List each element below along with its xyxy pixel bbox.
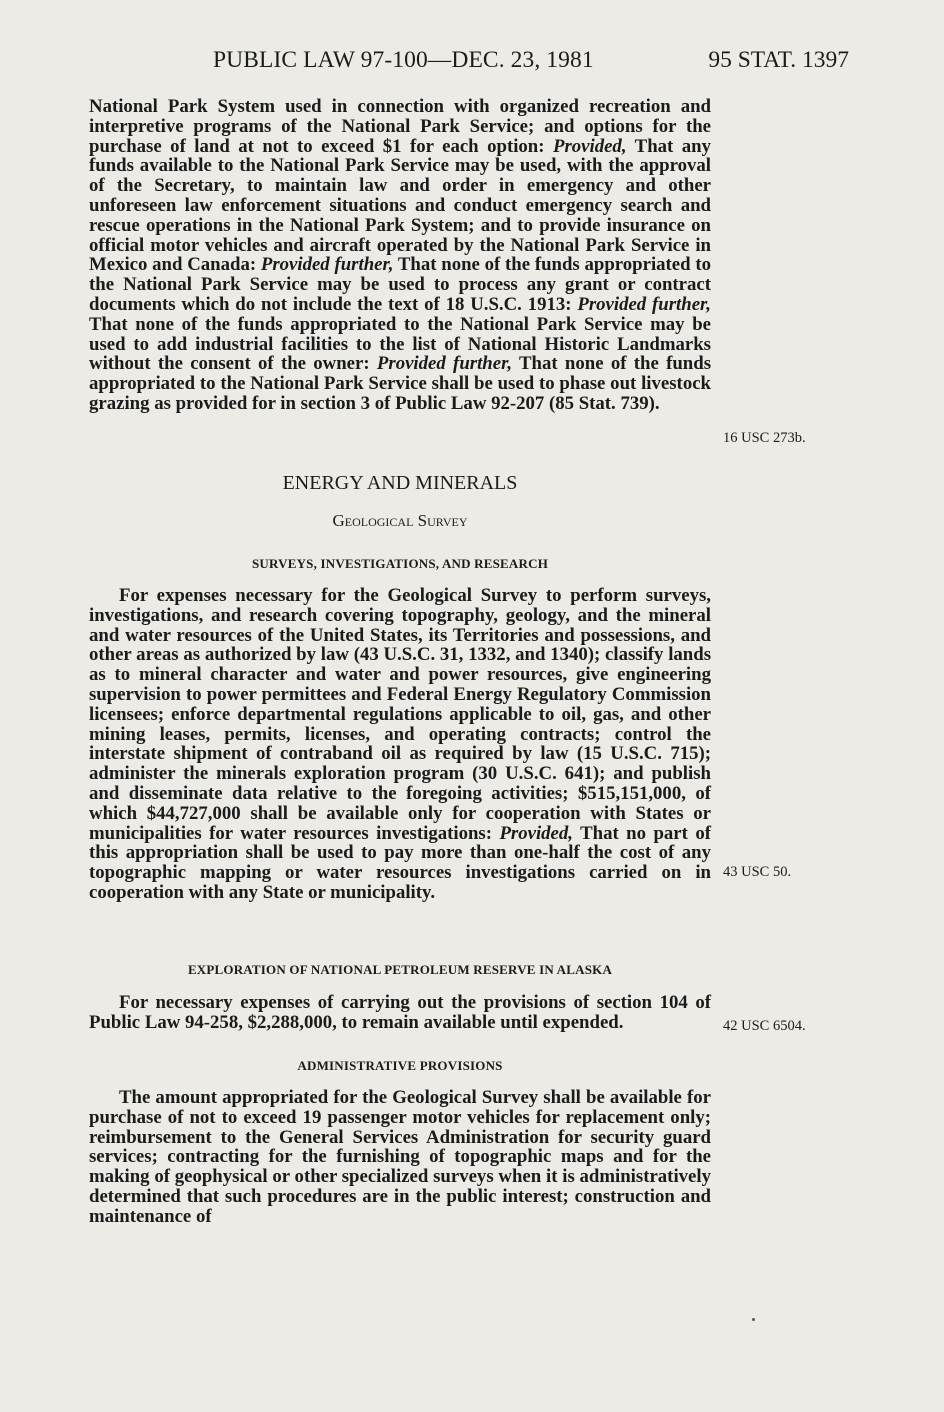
margin-note-16usc: 16 USC 273b. (723, 430, 806, 446)
p1-proviso-1: Provided, (552, 135, 627, 157)
heading-administrative: ADMINISTRATIVE PROVISIONS (297, 1058, 503, 1073)
heading-energy-minerals: ENERGY AND MINERALS (282, 472, 518, 494)
heading-npr-alaska: EXPLORATION OF NATIONAL PETROLEUM RESERVE IN ALASKA (187, 962, 613, 977)
p2-proviso: Provided, (499, 822, 573, 844)
p1-text-e: That none of the funds appropriated to the National Park Service may be used to process any grant or contract documents which do not include the text of 18 U.S.C. 1913: (89, 254, 712, 315)
p1-proviso-3: Provided further, (577, 293, 711, 315)
p1-proviso-2: Provided further, (260, 254, 394, 276)
running-header (0, 47, 944, 79)
p2-text-a: For expenses necessary for the Geological Survey to perform surveys, investigations, and research covering topography, geology, and the mineral and water resources of the United States, its Territories and possessions, and other areas as authorized by law (43 U.S.C. 31, 1332, and 1340); classify lands as to mineral character and water and power resources, give engineering supervision to power permittees and Federal Energy Regulatory Commission licensees; enforce departmental regulations applicable to oil, gas, and other mining leases, permits, licenses, and operating contracts; control the interstate shipment of contraband oil as required by law (15 U.S.C. 715); administer the minerals exploration program (30 U.S.C. 641); and publish and disseminate data relative to the foregoing activities; $515,151,000, of which $44,727,000 shall be available only for cooperation with States or municipalities for water resources investigations: (89, 585, 711, 844)
heading-surveys: SURVEYS, INVESTIGATIONS, AND RESEARCH (251, 556, 549, 571)
p2-text-c: That no part of this appropriation shall be used to pay more than one-half the cost of any topographic mapping or water resources investigations carried on in cooperation with any State or municipality. (89, 822, 711, 903)
p1-text-i: That none of the funds appropriated to the National Park Service shall be used to phase out livestock grazing as provided for in section 3 of Public Law 92-207 (85 Stat. 739). (89, 353, 712, 414)
p1-text-a: National Park System used in connection with organized recreation and interpretive programs of the National Park Service; and options for the purchase of land at not to exceed $1 for each option: (89, 96, 711, 157)
margin-note-42usc: 42 USC 6504. (723, 1018, 806, 1034)
paragraph-npr: For necessary expenses of carrying out the provisions of section 104 of Public Law 94-258, $2,288,000, to remain available until expended. (89, 992, 711, 1033)
paragraph-administrative: The amount appropriated for the Geological Survey shall be available for purchase of not to exceed 19 passenger motor vehicles for replacement only; reimbursement to the General Services Administration for security guard services; contracting for the furnishing of topographic maps and for the making of geophysical or other specialized surveys when it is administratively determined that such procedures are in the public interest; construction and maintenance of (89, 1087, 711, 1227)
p1-text-g: That none of the funds appropriated to the National Park Service may be used to add industrial facilities to the list of National Historic Landmarks without the consent of the owner: (89, 313, 711, 375)
paragraph-park-service (89, 97, 711, 414)
margin-note-43usc: 43 USC 50. (723, 864, 792, 880)
p1-proviso-4: Provided further, (376, 353, 513, 375)
paragraph-surveys (89, 586, 711, 903)
p1-text-c: That any funds available to the National Park Service may be used, with the approval of the Secretary, to maintain law and order in emergency and other unforeseen law enforcement situations and conduct emergency search and rescue operations in the National Park System; and to provide insurance on official motor vehicles and aircraft operated by the National Park Service in Mexico and Canada: (89, 135, 711, 276)
header-stat-page: 95 STAT. 1397 (708, 47, 849, 73)
stray-mark (752, 1318, 755, 1321)
heading-geological-survey: Geological Survey (332, 511, 468, 530)
header-title: PUBLIC LAW 97-100—DEC. 23, 1981 (213, 47, 594, 73)
